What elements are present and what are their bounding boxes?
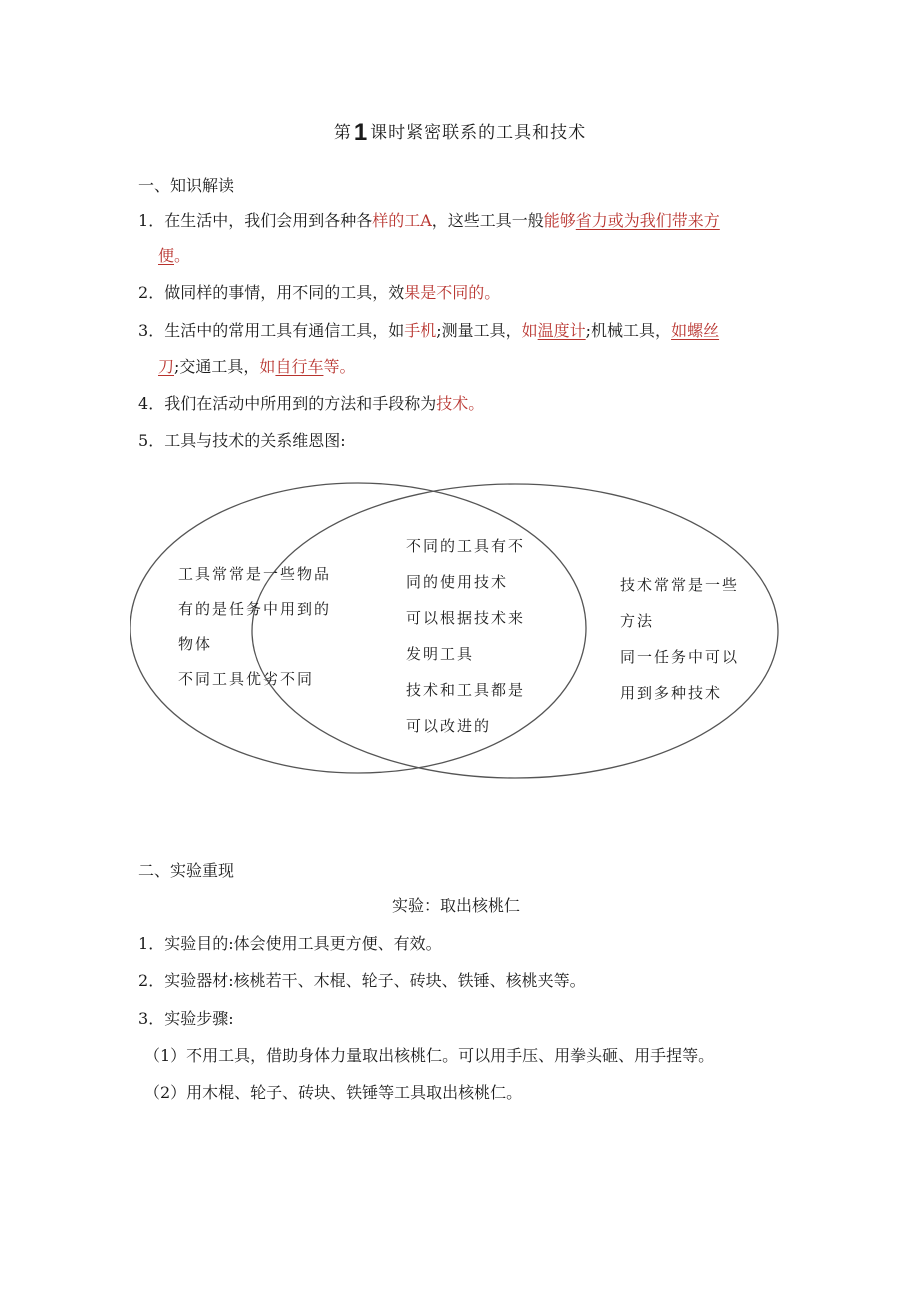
- venn-left-circle: [130, 483, 586, 773]
- knowledge-item-3-cont: 刀;交通工具，如自行车等。: [158, 357, 356, 376]
- title-prefix: 第: [333, 123, 352, 143]
- venn-middle-text: 同的使用技术: [406, 573, 509, 591]
- item-number: 2: [138, 283, 149, 302]
- title-text: 课时紧密联系的工具和技术: [370, 123, 587, 143]
- venn-right-text: 方法: [620, 612, 655, 630]
- venn-left-text: 物体: [178, 635, 213, 653]
- venn-left-text: 有的是任务中用到的: [178, 600, 332, 618]
- knowledge-item-4: 4．我们在活动中所用到的方法和手段称为技术。: [138, 394, 485, 413]
- knowledge-item-1: [138, 210, 720, 232]
- title-lesson-number: 1: [353, 119, 369, 146]
- experiment-step-1: （1）不用工具，借助身体力量取出核桃仁。可以用手压、用拳头砸、用手捏等。: [144, 1046, 715, 1065]
- section2-heading: 二、实验重现: [138, 861, 235, 880]
- venn-left-text: 不同工具优劣不同: [178, 670, 315, 688]
- experiment-item-3: 3．实验步骤:: [138, 1009, 234, 1028]
- knowledge-item-5: 5．工具与技术的关系维恩图:: [138, 431, 346, 450]
- experiment-item-1: 1．实验目的:体会使用工具更方便、有效。: [138, 934, 442, 953]
- item-number: 4: [138, 394, 149, 413]
- item-number: 5: [138, 431, 149, 450]
- item-text: ．在生活中，我们会用到各种各样的工A，这些工具一般能够省力或为我们带来方: [148, 211, 720, 230]
- knowledge-item-3: 3．生活中的常用工具有通信工具，如手机;测量工具，如温度计;机械工具，如螺丝: [138, 321, 720, 340]
- venn-middle-text: 发明工具: [406, 645, 475, 663]
- venn-right-text: 技术常常是一些: [620, 576, 740, 594]
- item-number: 3: [138, 321, 149, 340]
- venn-middle-text: 技术和工具都是: [406, 681, 526, 699]
- venn-right-text: 用到多种技术: [620, 684, 723, 702]
- knowledge-item-2: 2．做同样的事情，用不同的工具，效果是不同的。: [138, 283, 501, 302]
- item-number: 1: [138, 211, 149, 230]
- experiment-item-2: 2．实验器材:核桃若干、木棍、轮子、砖块、铁锤、核桃夹等。: [138, 971, 586, 990]
- venn-middle-text: 可以改进的: [406, 717, 492, 735]
- knowledge-item-1-cont: 便。: [158, 246, 191, 265]
- venn-middle-text: 不同的工具有不: [406, 537, 526, 555]
- venn-left-text: 工具常常是一些物品: [178, 565, 332, 583]
- section1-heading: 一、知识解读: [138, 176, 235, 195]
- venn-middle-text: 可以根据技术来: [406, 609, 526, 627]
- experiment-title: 实验：取出核桃仁: [392, 896, 521, 915]
- venn-diagram: [130, 478, 790, 788]
- page-title: [0, 118, 920, 147]
- experiment-step-2: （2）用木棍、轮子、砖块、铁锤等工具取出核桃仁。: [144, 1083, 523, 1102]
- venn-right-text: 同一任务中可以: [620, 648, 740, 666]
